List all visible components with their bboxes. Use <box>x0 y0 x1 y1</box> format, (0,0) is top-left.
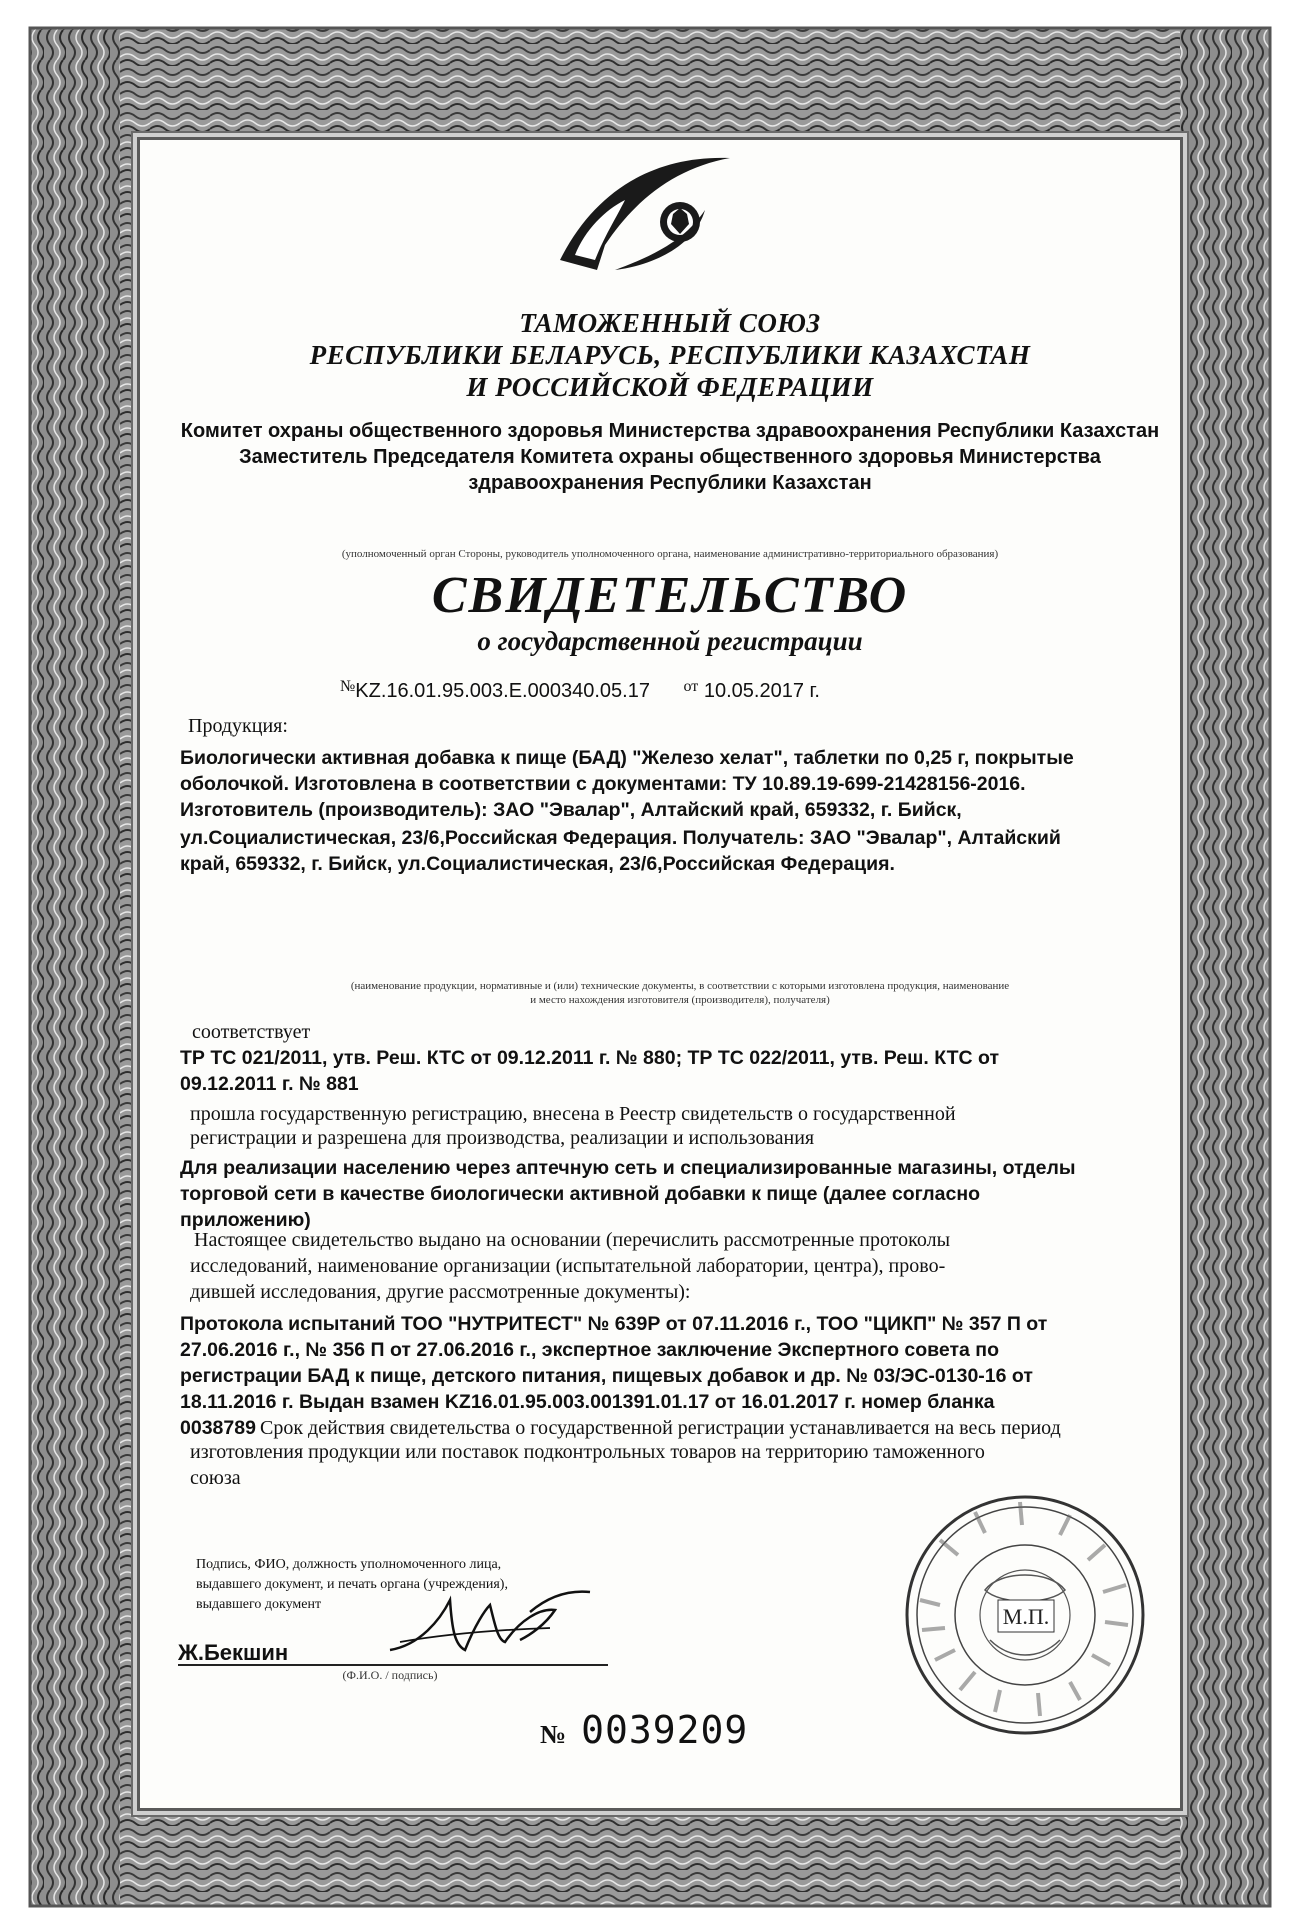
stamp-mp-text: М.П. <box>1002 1604 1050 1629</box>
blank-number <box>540 1708 748 1752</box>
authority-line-2: Заместитель Председателя Комитета охраны общественного здоровья Министерства <box>239 446 1101 468</box>
product-line-5: край, 659332, г. Бийск, ул.Социалистическая, 23/6,Российская Федерация. <box>180 853 895 875</box>
signatory-name: Ж.Бекшин <box>178 1640 289 1665</box>
product-label: Продукция: <box>188 715 288 737</box>
usage-line-1: Для реализации населению через аптечную сеть и специализированные магазины, отделы <box>180 1157 1076 1179</box>
blank-number-symbol: № <box>540 1720 568 1749</box>
number-label: № <box>340 678 356 695</box>
protocols-line-2: 27.06.2016 г., № 356 П от 27.06.2016 г., экспертное заключение Экспертного совета по <box>180 1339 999 1361</box>
protocols-line-1: Протокола испытаний ТОО "НУТРИТЕСТ" № 639Р от 07.11.2016 г., ТОО "ЦИКП" № 357 П от <box>180 1313 1048 1335</box>
union-title-line-2: РЕСПУБЛИКИ БЕЛАРУСЬ, РЕСПУБЛИКИ КАЗАХСТАН <box>309 340 1031 370</box>
certificate-date: 10.05.2017 г. <box>703 680 820 702</box>
certificate-subtitle: о государственной регистрации <box>477 626 863 656</box>
product-line-4: ул.Социалистическая, 23/6,Российская Федерация. Получатель: ЗАО "Эвалар", Алтайский <box>180 827 1061 849</box>
certificate-number: KZ.16.01.95.003.E.000340.05.17 <box>355 680 650 702</box>
validity-line-2: изготовления продукции или поставок подконтрольных товаров на территорию таможенного <box>190 1441 985 1463</box>
union-title-line-3: И РОССИЙСКОЙ ФЕДЕРАЦИИ <box>466 372 874 402</box>
product-caption-2: и место нахождения изготовителя (производителя), получателя) <box>530 994 830 1006</box>
protocols-line-4: 18.11.2016 г. Выдан взамен KZ16.01.95.003.001391.01.17 от 16.01.2017 г. номер бланка <box>180 1391 995 1413</box>
protocols-line-5: 0038789 <box>180 1417 256 1439</box>
product-line-2: оболочкой. Изготовлена в соответствии с документами: ТУ 10.89.19-699-21428156-2016. <box>180 773 1026 795</box>
official-stamp <box>900 1490 1150 1740</box>
signature-line-caption: (Ф.И.О. / подпись) <box>342 1668 438 1682</box>
authority-line-3: здравоохранения Республики Казахстан <box>468 472 872 494</box>
signature-caption-2: выдавшего документ, и печать органа (учреждения), <box>196 1577 508 1592</box>
validity-line-1: Срок действия свидетельства о государственной регистрации устанавливается на весь период <box>260 1417 1061 1439</box>
authority-line-1: Комитет охраны общественного здоровья Министерства здравоохранения Республики Казахстан <box>180 420 1160 442</box>
registration-line-2: регистрации и разрешена для производства, реализации и использования <box>190 1127 815 1149</box>
customs-union-emblem <box>545 150 745 275</box>
conformity-label: соответствует <box>192 1021 311 1043</box>
registration-line-1: прошла государственную регистрацию, внесена в Реестр свидетельств о государственной <box>190 1103 956 1125</box>
blank-number-value: 0039209 <box>581 1708 749 1752</box>
basis-line-1: Настоящее свидетельство выдано на основании (перечислить рассмотренные протоколы <box>194 1229 951 1251</box>
date-label: от <box>683 678 699 695</box>
handwritten-signature <box>380 1580 600 1670</box>
authority-caption: (уполномоченный орган Стороны, руководитель уполномоченного органа, наименование административно-территориального образования) <box>341 548 999 560</box>
validity-line-3: союза <box>190 1467 241 1489</box>
basis-line-2: исследований, наименование организации (испытательной лаборатории, центра), прово- <box>190 1255 946 1277</box>
conformity-line-2: 09.12.2011 г. № 881 <box>180 1073 359 1095</box>
protocols-line-3: регистрации БАД к пище, детского питания, пищевых добавок и др. № 03/ЭС-0130-16 от <box>180 1365 1033 1387</box>
usage-line-2: торговой сети в качестве биологически активной добавки к пище (далее согласно <box>180 1183 981 1205</box>
conformity-line-1: ТР ТС 021/2011, утв. Реш. КТС от 09.12.2011 г. № 880; ТР ТС 022/2011, утв. Реш. КТС от <box>180 1047 1000 1069</box>
product-caption-1: (наименование продукции, нормативные и (или) технические документы, в соответствии с которыми изготовлена продукция, наименование <box>350 980 1010 992</box>
signature-caption-3: выдавшего документ <box>196 1597 322 1612</box>
union-title-line-1: ТАМОЖЕННЫЙ СОЮЗ <box>519 308 821 338</box>
basis-line-3: дившей исследования, другие рассмотренные документы): <box>190 1281 691 1303</box>
certificate-title: СВИДЕТЕЛЬСТВО <box>431 567 909 624</box>
product-line-1: Биологически активная добавка к пище (БАД) "Железо хелат", таблетки по 0,25 г, покрытые <box>180 747 1074 769</box>
certificate-number-row <box>340 678 820 703</box>
product-line-3: Изготовитель (производитель): ЗАО "Эвалар", Алтайский край, 659332, г. Бийск, <box>180 799 962 821</box>
usage-line-3: приложению) <box>180 1209 311 1231</box>
signature-caption-1: Подпись, ФИО, должность уполномоченного лица, <box>196 1557 502 1572</box>
